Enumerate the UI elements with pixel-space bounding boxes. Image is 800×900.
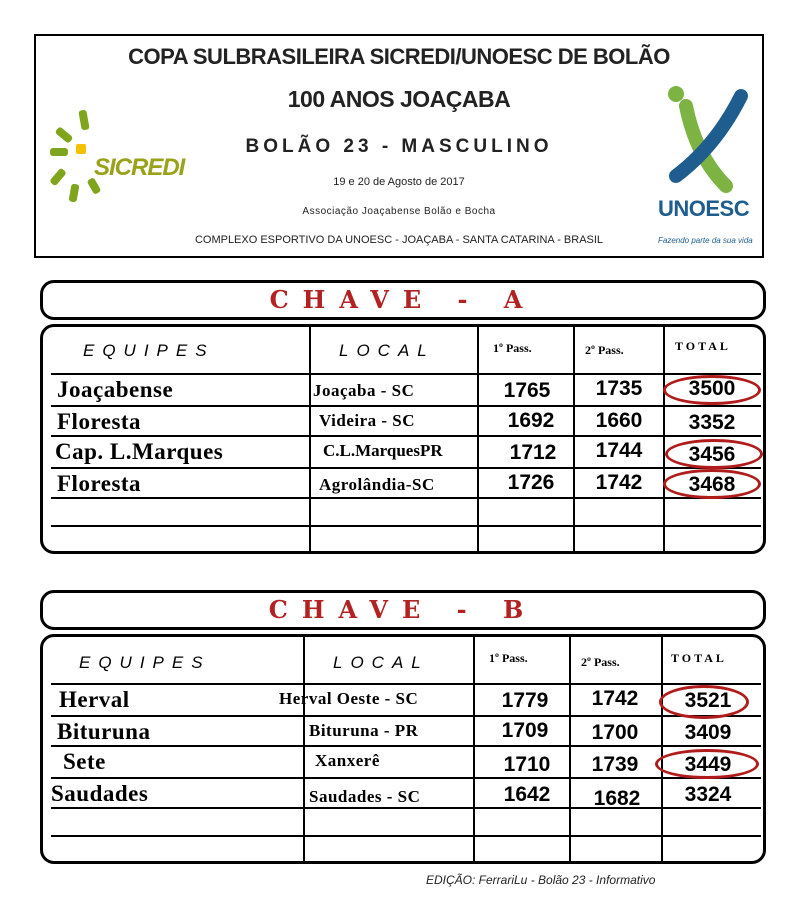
pass1-score: 1710 — [503, 753, 551, 776]
pass2-score: 1682 — [593, 787, 641, 810]
col-header-pass2: 2º Pass. — [585, 343, 624, 357]
team-name: Herval — [59, 687, 130, 712]
pass2-score: 1735 — [595, 377, 643, 400]
unoesc-logo-text: UNOESC — [658, 196, 750, 221]
pass2-score: 1744 — [595, 439, 643, 462]
team-local: Xanxerê — [315, 751, 380, 770]
highlight-circle — [659, 685, 749, 719]
pass1-score: 1712 — [509, 441, 557, 464]
team-local: Bituruna - PR — [309, 721, 419, 740]
pass1-score: 1642 — [503, 783, 551, 806]
pass1-score: 1765 — [503, 379, 551, 402]
total-score: 3521 — [684, 689, 732, 712]
unoesc-logo-icon — [656, 76, 756, 206]
highlight-circle — [663, 375, 761, 405]
col-header-local: LOCAL — [333, 653, 429, 672]
team-local: Videira - SC — [319, 411, 416, 430]
col-header-teams: EQUIPES — [83, 341, 215, 360]
col-header-pass2: 2º Pass. — [581, 655, 620, 669]
team-name: Saudades — [51, 781, 149, 806]
pass2-score: 1742 — [595, 471, 643, 494]
group-b-table — [40, 634, 766, 864]
team-name: Floresta — [57, 471, 142, 496]
total-score: 3500 — [688, 377, 736, 400]
col-header-local: LOCAL — [339, 341, 435, 360]
pass1-score: 1709 — [501, 719, 549, 742]
venue-name: COMPLEXO ESPORTIVO DA UNOESC - JOAÇABA - SANTA CATARINA - BRASIL — [194, 234, 604, 246]
team-local: Saudades - SC — [309, 787, 421, 806]
tournament-title: COPA SULBRASILEIRA SICREDI/UNOESC DE BOLÃO — [128, 44, 670, 69]
event-name: BOLÃO 23 - MASCULINO — [245, 136, 553, 157]
unoesc-tagline: Fazendo parte da sua vida — [658, 236, 753, 245]
team-local: Herval Oeste - SC — [279, 689, 419, 708]
total-score: 3409 — [684, 721, 732, 744]
col-header-total: TOTAL — [675, 339, 731, 353]
pass1-score: 1779 — [501, 689, 549, 712]
pass1-score: 1692 — [507, 409, 555, 432]
highlight-circle — [663, 469, 761, 499]
group-b-title: CHAVE - B — [40, 590, 766, 630]
event-date: 19 e 20 de Agosto de 2017 — [333, 176, 465, 188]
pass2-score: 1660 — [595, 409, 643, 432]
col-header-pass1: 1º Pass. — [489, 651, 528, 665]
team-local: Joaçaba - SC — [313, 381, 415, 400]
pass2-score: 1739 — [591, 753, 639, 776]
team-local: Agrolândia-SC — [319, 475, 435, 494]
group-a-table — [40, 324, 766, 554]
team-name: Sete — [63, 749, 106, 774]
group-a-title: CHAVE - A — [40, 280, 766, 320]
team-name: Floresta — [57, 409, 142, 434]
highlight-circle — [655, 749, 759, 779]
tournament-subtitle: 100 ANOS JOAÇABA — [287, 86, 511, 112]
total-score: 3468 — [688, 473, 736, 496]
edition-credit: EDIÇÃO: FerrariLu - Bolão 23 - Informativo — [426, 873, 656, 887]
pass2-score: 1742 — [591, 687, 639, 710]
col-header-teams: EQUIPES — [79, 653, 211, 672]
col-header-total: TOTAL — [671, 651, 727, 665]
association-name: Associação Joaçabense Bolão e Bocha — [302, 206, 496, 217]
col-header-pass1: 1º Pass. — [493, 341, 532, 355]
total-score: 3352 — [688, 411, 736, 434]
team-name: Bituruna — [57, 719, 151, 744]
pass2-score: 1700 — [591, 721, 639, 744]
header-banner — [34, 34, 764, 258]
pass1-score: 1726 — [507, 471, 555, 494]
team-name: Joaçabense — [57, 377, 174, 402]
total-score: 3456 — [688, 443, 736, 466]
highlight-circle — [665, 439, 763, 469]
total-score: 3449 — [684, 753, 732, 776]
sicredi-logo-text: SICREDI — [94, 154, 185, 181]
team-name: Cap. L.Marques — [55, 439, 224, 464]
team-local: C.L.MarquesPR — [323, 441, 443, 460]
total-score: 3324 — [684, 783, 732, 806]
